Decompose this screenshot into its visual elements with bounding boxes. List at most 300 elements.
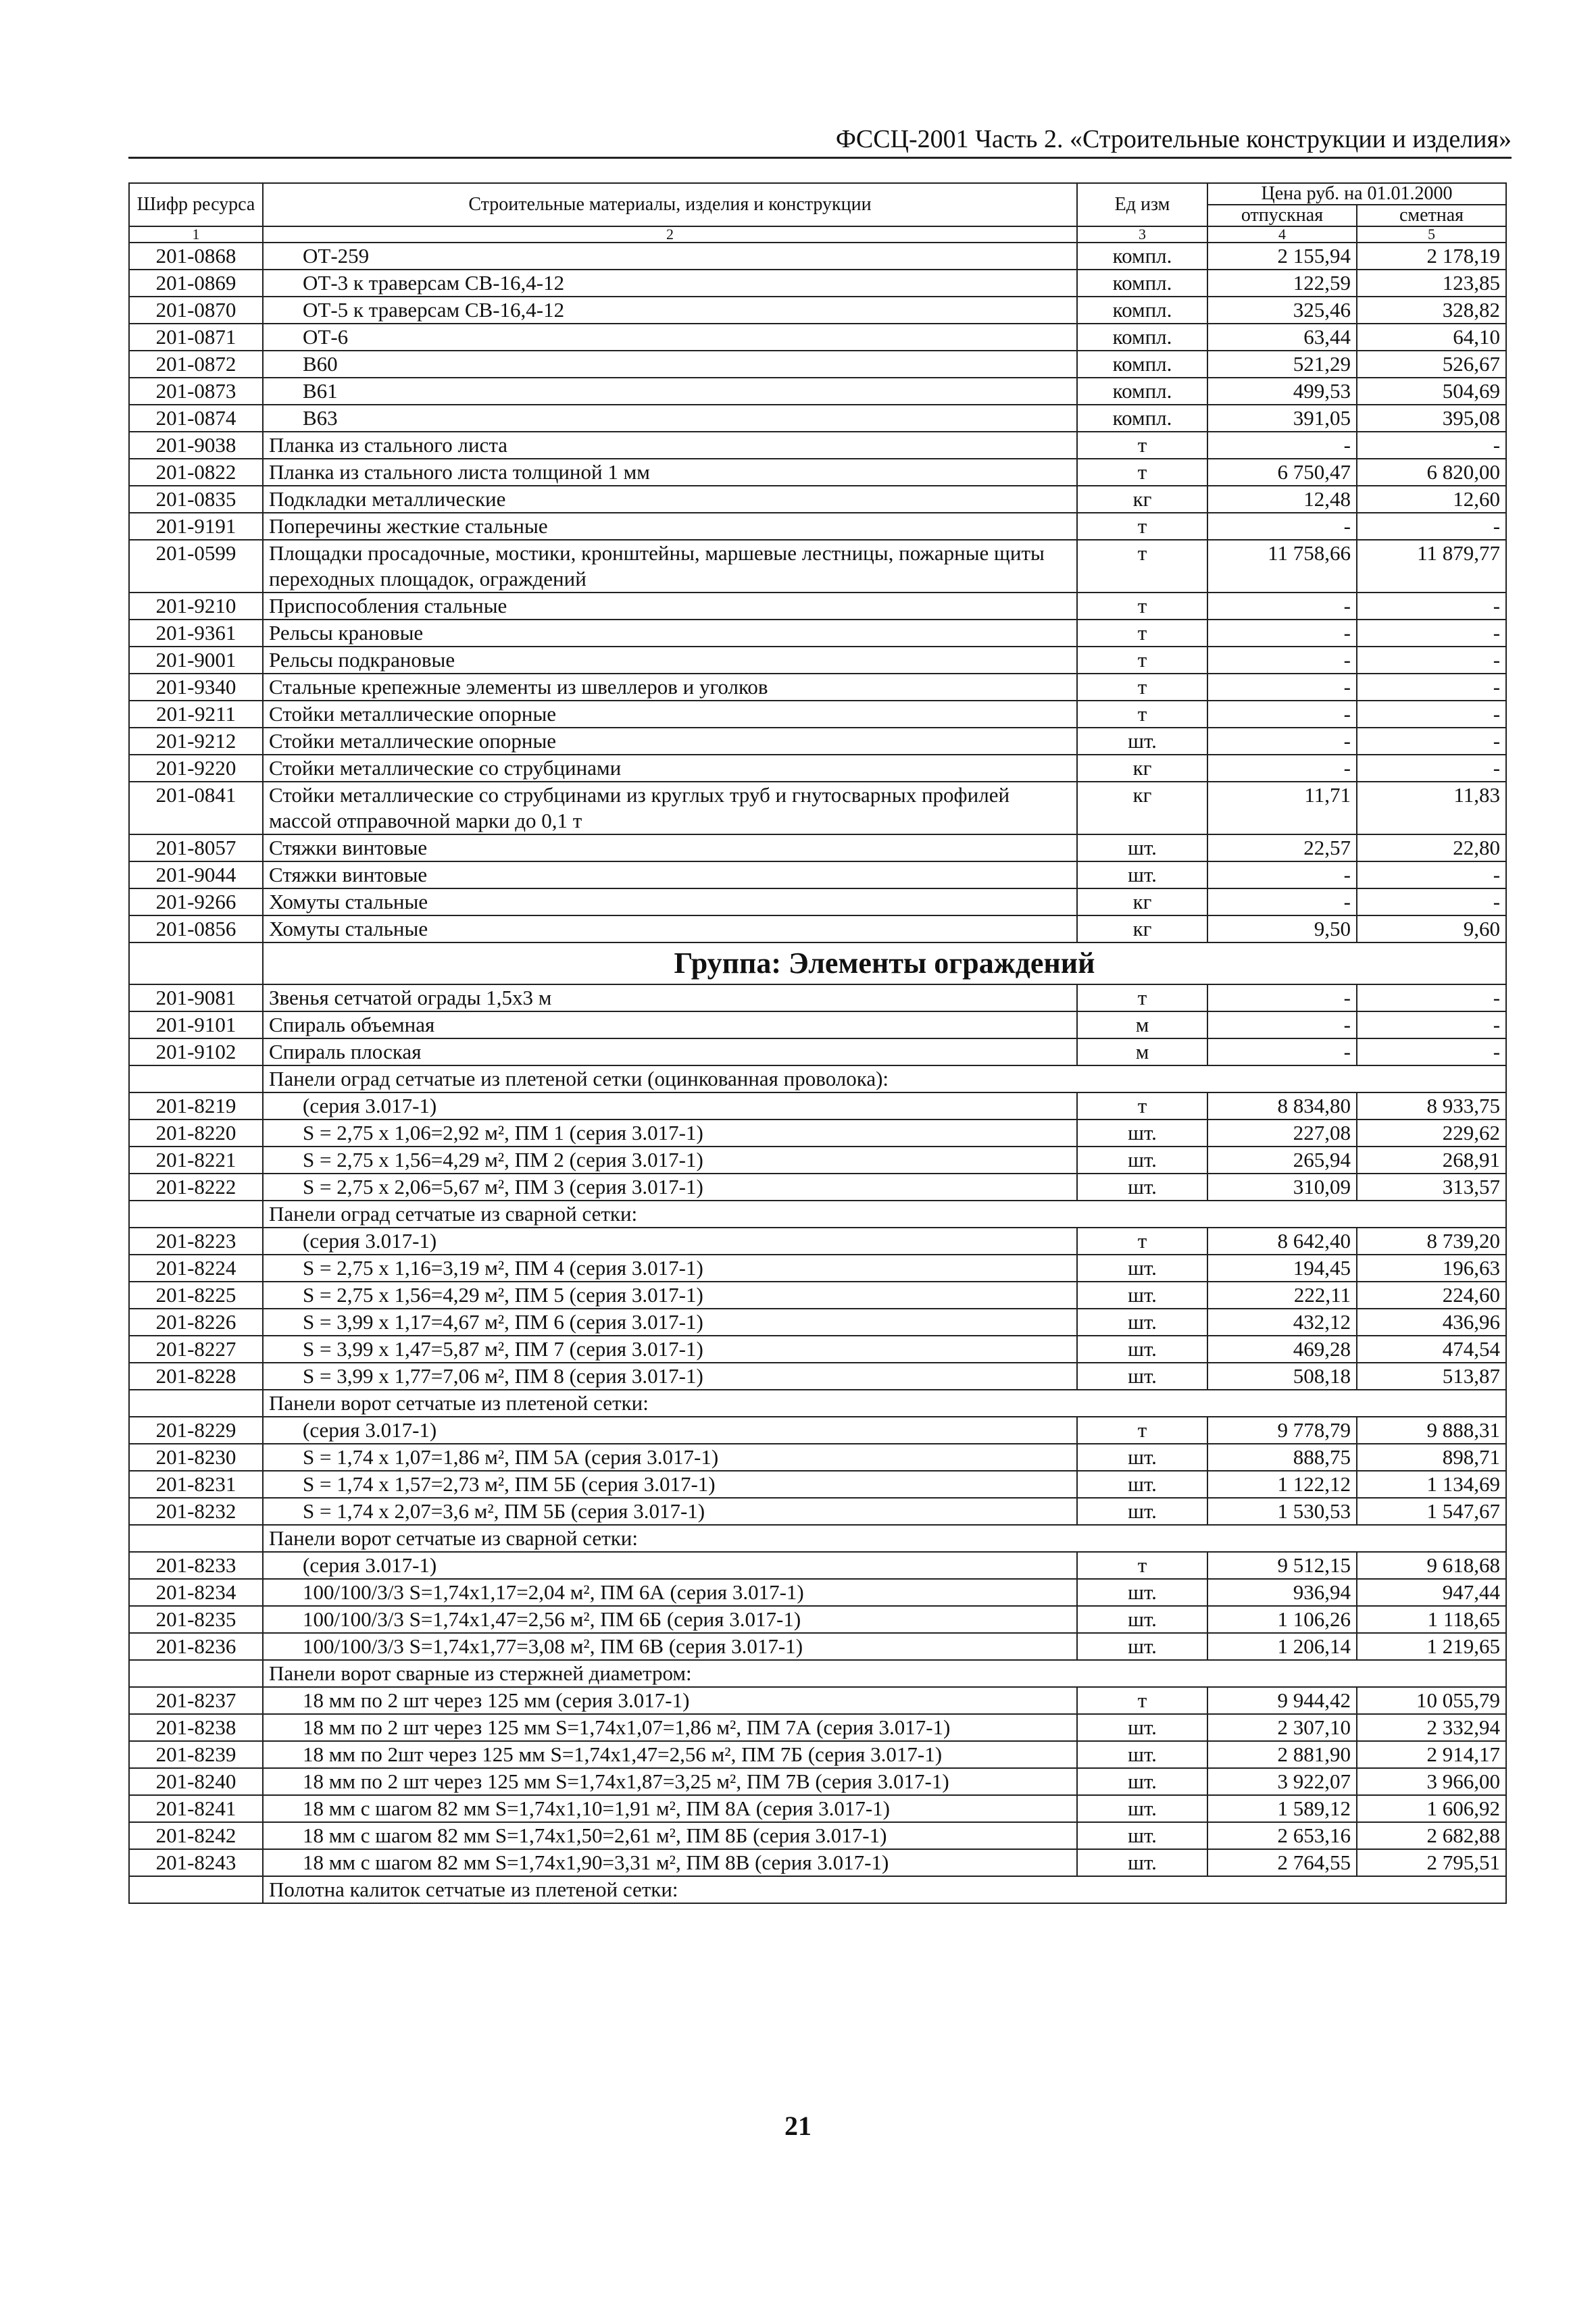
release-price: 1 106,26 [1207, 1606, 1357, 1633]
unit-cell: шт. [1077, 1498, 1207, 1525]
unit-cell: т [1077, 1092, 1207, 1120]
material-name: S = 3,99 х 1,17=4,67 м², ПМ 6 (серия 3.017-1) [263, 1309, 1077, 1336]
estimate-price: - [1357, 647, 1506, 674]
release-price: - [1207, 513, 1357, 540]
resource-code: 201-8238 [129, 1714, 263, 1741]
material-name: Стойки металлические опорные [263, 701, 1077, 728]
release-price: - [1207, 620, 1357, 647]
resource-code: 201-0868 [129, 243, 263, 270]
unit-cell: шт. [1077, 1849, 1207, 1876]
unit-cell: компл. [1077, 405, 1207, 432]
estimate-price: - [1357, 755, 1506, 782]
unit-cell: шт. [1077, 1714, 1207, 1741]
subgroup-row [129, 1660, 1506, 1687]
release-price: 508,18 [1207, 1363, 1357, 1390]
unit-cell: шт. [1077, 1147, 1207, 1174]
estimate-price: 11,83 [1357, 782, 1506, 834]
subgroup-title: Панели ворот сварные из стержней диаметром: [263, 1660, 1506, 1687]
material-name: S = 2,75 х 1,06=2,92 м², ПМ 1 (серия 3.017-1) [263, 1120, 1077, 1147]
table-row [129, 1444, 1506, 1471]
release-price: 469,28 [1207, 1336, 1357, 1363]
resource-code: 201-0835 [129, 486, 263, 513]
resource-code: 201-9361 [129, 620, 263, 647]
release-price: - [1207, 1011, 1357, 1038]
table-row [129, 486, 1506, 513]
estimate-price: - [1357, 984, 1506, 1011]
page-number: 21 [784, 2111, 812, 2141]
unit-cell: компл. [1077, 351, 1207, 378]
unit-cell: т [1077, 459, 1207, 486]
resource-code: 201-8235 [129, 1606, 263, 1633]
table-row [129, 1579, 1506, 1606]
unit-cell: м [1077, 1038, 1207, 1065]
unit-cell: шт. [1077, 1633, 1207, 1660]
material-name: Хомуты стальные [263, 888, 1077, 915]
table-row [129, 915, 1506, 942]
table-row [129, 1147, 1506, 1174]
unit-cell: шт. [1077, 1336, 1207, 1363]
resource-code: 201-8242 [129, 1822, 263, 1849]
unit-cell: шт. [1077, 1444, 1207, 1471]
table-row [129, 674, 1506, 701]
resource-code: 201-8228 [129, 1363, 263, 1390]
resource-code: 201-9191 [129, 513, 263, 540]
unit-cell: т [1077, 620, 1207, 647]
estimate-price: 268,91 [1357, 1147, 1506, 1174]
release-price: - [1207, 432, 1357, 459]
material-name: S = 3,99 х 1,47=5,87 м², ПМ 7 (серия 3.017-1) [263, 1336, 1077, 1363]
resource-code: 201-0870 [129, 297, 263, 324]
estimate-price: 1 219,65 [1357, 1633, 1506, 1660]
unit-cell: кг [1077, 888, 1207, 915]
resource-code: 201-8225 [129, 1282, 263, 1309]
estimate-price: 947,44 [1357, 1579, 1506, 1606]
estimate-price: 11 879,77 [1357, 540, 1506, 593]
table-row [129, 1606, 1506, 1633]
material-name: Стальные крепежные элементы из швеллеров и уголков [263, 674, 1077, 701]
release-price: 310,09 [1207, 1174, 1357, 1201]
table-row [129, 324, 1506, 351]
table-row [129, 1714, 1506, 1741]
table-row [129, 459, 1506, 486]
release-price: 1 589,12 [1207, 1795, 1357, 1822]
estimate-price: 328,82 [1357, 297, 1506, 324]
material-name: (серия 3.017-1) [263, 1417, 1077, 1444]
material-name: Площадки просадочные, мостики, кронштейны, маршевые лестницы, пожарные щиты переходных площадок, ограждений [263, 540, 1077, 593]
table-row [129, 1552, 1506, 1579]
release-price: - [1207, 1038, 1357, 1065]
release-price: 1 530,53 [1207, 1498, 1357, 1525]
release-price: 122,59 [1207, 270, 1357, 297]
release-price: - [1207, 755, 1357, 782]
resource-code: 201-9210 [129, 593, 263, 620]
release-price: - [1207, 674, 1357, 701]
subgroup-empty-cell [129, 1065, 263, 1092]
table-row [129, 270, 1506, 297]
release-price: 2 307,10 [1207, 1714, 1357, 1741]
material-name: Стяжки винтовые [263, 834, 1077, 861]
table-row [129, 1849, 1506, 1876]
table-row [129, 1336, 1506, 1363]
unit-cell: кг [1077, 915, 1207, 942]
estimate-price: 8 739,20 [1357, 1228, 1506, 1255]
estimate-price: 1 606,92 [1357, 1795, 1506, 1822]
release-price: 9 512,15 [1207, 1552, 1357, 1579]
table-row [129, 1309, 1506, 1336]
estimate-price: 526,67 [1357, 351, 1506, 378]
resource-code: 201-9340 [129, 674, 263, 701]
release-price: - [1207, 647, 1357, 674]
release-price: - [1207, 888, 1357, 915]
material-name: Звенья сетчатой ограды 1,5х3 м [263, 984, 1077, 1011]
release-price: 499,53 [1207, 378, 1357, 405]
estimate-price: 898,71 [1357, 1444, 1506, 1471]
resource-code: 201-9101 [129, 1011, 263, 1038]
release-price: 8 642,40 [1207, 1228, 1357, 1255]
material-name: (серия 3.017-1) [263, 1228, 1077, 1255]
unit-cell: шт. [1077, 1282, 1207, 1309]
table-row [129, 1471, 1506, 1498]
estimate-price: 2 795,51 [1357, 1849, 1506, 1876]
estimate-price: 224,60 [1357, 1282, 1506, 1309]
resource-code: 201-8224 [129, 1255, 263, 1282]
material-name: S = 2,75 х 1,56=4,29 м², ПМ 5 (серия 3.017-1) [263, 1282, 1077, 1309]
unit-cell: шт. [1077, 1795, 1207, 1822]
estimate-price: 2 682,88 [1357, 1822, 1506, 1849]
material-name: Спираль плоская [263, 1038, 1077, 1065]
table-row [129, 782, 1506, 834]
subgroup-empty-cell [129, 1876, 263, 1903]
material-name: ОТ-259 [263, 243, 1077, 270]
resource-code: 201-0873 [129, 378, 263, 405]
resource-code: 201-8231 [129, 1471, 263, 1498]
table-row [129, 1741, 1506, 1768]
release-price: 194,45 [1207, 1255, 1357, 1282]
material-name: Стяжки винтовые [263, 861, 1077, 888]
release-price: 2 155,94 [1207, 243, 1357, 270]
table-row [129, 1282, 1506, 1309]
subgroup-title: Панели ворот сетчатые из плетеной сетки: [263, 1390, 1506, 1417]
table-row [129, 593, 1506, 620]
unit-cell: шт. [1077, 1579, 1207, 1606]
table-row [129, 1174, 1506, 1201]
subgroup-empty-cell [129, 1525, 263, 1552]
estimate-price: 1 134,69 [1357, 1471, 1506, 1498]
resource-code: 201-9266 [129, 888, 263, 915]
estimate-price: 474,54 [1357, 1336, 1506, 1363]
material-name: S = 1,74 х 2,07=3,6 м², ПМ 5Б (серия 3.017-1) [263, 1498, 1077, 1525]
unit-cell: компл. [1077, 378, 1207, 405]
estimate-price: - [1357, 861, 1506, 888]
table-row [129, 243, 1506, 270]
resource-code: 201-8232 [129, 1498, 263, 1525]
material-name: Приспособления стальные [263, 593, 1077, 620]
subgroup-title: Панели ворот сетчатые из сварной сетки: [263, 1525, 1506, 1552]
estimate-price: 229,62 [1357, 1120, 1506, 1147]
header-release-price: отпускная [1207, 205, 1357, 226]
release-price: 12,48 [1207, 486, 1357, 513]
table-row [129, 1363, 1506, 1390]
unit-cell: шт. [1077, 1822, 1207, 1849]
unit-cell: компл. [1077, 297, 1207, 324]
unit-cell: т [1077, 1552, 1207, 1579]
material-name: S = 1,74 х 1,57=2,73 м², ПМ 5Б (серия 3.017-1) [263, 1471, 1077, 1498]
unit-cell: т [1077, 540, 1207, 593]
table-row [129, 1633, 1506, 1660]
estimate-price: 22,80 [1357, 834, 1506, 861]
material-name: Планка из стального листа толщиной 1 мм [263, 459, 1077, 486]
resource-code: 201-8237 [129, 1687, 263, 1714]
estimate-price: 313,57 [1357, 1174, 1506, 1201]
unit-cell: т [1077, 513, 1207, 540]
col-number: 3 [1077, 226, 1207, 243]
resource-code: 201-0841 [129, 782, 263, 834]
release-price: - [1207, 701, 1357, 728]
release-price: 391,05 [1207, 405, 1357, 432]
material-name: 18 мм с шагом 82 мм S=1,74х1,90=3,31 м², ПМ 8В (серия 3.017-1) [263, 1849, 1077, 1876]
subgroup-title: Полотна калиток сетчатые из плетеной сетки: [263, 1876, 1506, 1903]
material-name: S = 3,99 х 1,77=7,06 м², ПМ 8 (серия 3.017-1) [263, 1363, 1077, 1390]
resource-code: 201-8227 [129, 1336, 263, 1363]
subgroup-title: Панели оград сетчатые из плетеной сетки (оцинкованная проволока): [263, 1065, 1506, 1092]
material-name: Стойки металлические со струбцинами из круглых труб и гнутосварных профилей массой отправочной марки до 0,1 т [263, 782, 1077, 834]
resource-code: 201-8236 [129, 1633, 263, 1660]
col-number: 4 [1207, 226, 1357, 243]
estimate-price: 504,69 [1357, 378, 1506, 405]
table-row [129, 1092, 1506, 1120]
unit-cell: шт. [1077, 1255, 1207, 1282]
estimate-price: 2 178,19 [1357, 243, 1506, 270]
material-name: В60 [263, 351, 1077, 378]
material-name: S = 2,75 х 2,06=5,67 м², ПМ 3 (серия 3.017-1) [263, 1174, 1077, 1201]
estimate-price: 12,60 [1357, 486, 1506, 513]
resource-code: 201-8223 [129, 1228, 263, 1255]
material-name: Рельсы крановые [263, 620, 1077, 647]
subgroup-title: Панели оград сетчатые из сварной сетки: [263, 1201, 1506, 1228]
unit-cell: шт. [1077, 1768, 1207, 1795]
group-title: Группа: Элементы ограждений [263, 942, 1506, 984]
table-row [129, 1768, 1506, 1795]
resource-code: 201-8240 [129, 1768, 263, 1795]
table-row [129, 701, 1506, 728]
resource-code: 201-8234 [129, 1579, 263, 1606]
resource-code: 201-0871 [129, 324, 263, 351]
material-name: (серия 3.017-1) [263, 1092, 1077, 1120]
header-unit: Ед изм [1077, 183, 1207, 226]
resource-code: 201-9220 [129, 755, 263, 782]
material-name: 18 мм с шагом 82 мм S=1,74х1,10=1,91 м², ПМ 8А (серия 3.017-1) [263, 1795, 1077, 1822]
estimate-price: - [1357, 1038, 1506, 1065]
col-number: 2 [263, 226, 1077, 243]
table-row [129, 1795, 1506, 1822]
release-price: 9 778,79 [1207, 1417, 1357, 1444]
material-name: 100/100/3/3 S=1,74х1,17=2,04 м², ПМ 6А (серия 3.017-1) [263, 1579, 1077, 1606]
material-name: S = 2,75 х 1,56=4,29 м², ПМ 2 (серия 3.017-1) [263, 1147, 1077, 1174]
estimate-price: - [1357, 888, 1506, 915]
estimate-price: 1 547,67 [1357, 1498, 1506, 1525]
estimate-price: 2 914,17 [1357, 1741, 1506, 1768]
material-name: Стойки металлические опорные [263, 728, 1077, 755]
estimate-price: 3 966,00 [1357, 1768, 1506, 1795]
resource-code: 201-8219 [129, 1092, 263, 1120]
resource-code: 201-9044 [129, 861, 263, 888]
table-row [129, 378, 1506, 405]
release-price: 888,75 [1207, 1444, 1357, 1471]
material-name: Подкладки металлические [263, 486, 1077, 513]
group-empty-cell [129, 942, 263, 984]
release-price: 521,29 [1207, 351, 1357, 378]
release-price: 325,46 [1207, 297, 1357, 324]
resource-code: 201-9001 [129, 647, 263, 674]
estimate-price: - [1357, 674, 1506, 701]
resource-code: 201-0856 [129, 915, 263, 942]
resource-code: 201-9212 [129, 728, 263, 755]
resource-code: 201-0822 [129, 459, 263, 486]
release-price: 9 944,42 [1207, 1687, 1357, 1714]
resource-code: 201-0869 [129, 270, 263, 297]
material-name: ОТ-3 к траверсам СВ-16,4-12 [263, 270, 1077, 297]
estimate-price: 8 933,75 [1357, 1092, 1506, 1120]
material-name: ОТ-6 [263, 324, 1077, 351]
estimate-price: - [1357, 432, 1506, 459]
unit-cell: м [1077, 1011, 1207, 1038]
material-name: Стойки металлические со струбцинами [263, 755, 1077, 782]
release-price: 63,44 [1207, 324, 1357, 351]
release-price: 6 750,47 [1207, 459, 1357, 486]
material-name: Хомуты стальные [263, 915, 1077, 942]
release-price: 936,94 [1207, 1579, 1357, 1606]
resource-code: 201-8239 [129, 1741, 263, 1768]
table-row [129, 351, 1506, 378]
resource-code: 201-8229 [129, 1417, 263, 1444]
table-row [129, 1255, 1506, 1282]
subgroup-empty-cell [129, 1660, 263, 1687]
material-name: В61 [263, 378, 1077, 405]
release-price: 2 653,16 [1207, 1822, 1357, 1849]
resource-code: 201-8241 [129, 1795, 263, 1822]
estimate-price: 10 055,79 [1357, 1687, 1506, 1714]
subgroup-row [129, 1876, 1506, 1903]
table-row [129, 984, 1506, 1011]
release-price: 432,12 [1207, 1309, 1357, 1336]
material-name: ОТ-5 к траверсам СВ-16,4-12 [263, 297, 1077, 324]
material-name: (серия 3.017-1) [263, 1552, 1077, 1579]
estimate-price: - [1357, 701, 1506, 728]
release-price: 227,08 [1207, 1120, 1357, 1147]
unit-cell: т [1077, 701, 1207, 728]
resource-code: 201-9081 [129, 984, 263, 1011]
estimate-price: 1 118,65 [1357, 1606, 1506, 1633]
unit-cell: шт. [1077, 1363, 1207, 1390]
table-row [129, 1228, 1506, 1255]
table-row [129, 432, 1506, 459]
resource-code: 201-8057 [129, 834, 263, 861]
estimate-price: 395,08 [1357, 405, 1506, 432]
subgroup-row [129, 1065, 1506, 1092]
estimate-price: - [1357, 728, 1506, 755]
unit-cell: кг [1077, 782, 1207, 834]
table-row [129, 1038, 1506, 1065]
estimate-price: - [1357, 593, 1506, 620]
resource-code: 201-8222 [129, 1174, 263, 1201]
col-number: 5 [1357, 226, 1506, 243]
table-row [129, 1417, 1506, 1444]
subgroup-row [129, 1525, 1506, 1552]
estimate-price: 6 820,00 [1357, 459, 1506, 486]
header-code: Шифр ресурса [129, 183, 263, 226]
table-row [129, 1822, 1506, 1849]
table-row [129, 297, 1506, 324]
table-row [129, 888, 1506, 915]
material-name: S = 1,74 х 1,07=1,86 м², ПМ 5А (серия 3.017-1) [263, 1444, 1077, 1471]
material-name: Рельсы подкрановые [263, 647, 1077, 674]
estimate-price: 9 888,31 [1357, 1417, 1506, 1444]
material-name: 18 мм по 2 шт через 125 мм (серия 3.017-1) [263, 1687, 1077, 1714]
unit-cell: т [1077, 593, 1207, 620]
material-name: В63 [263, 405, 1077, 432]
material-name: 18 мм с шагом 82 мм S=1,74х1,50=2,61 м², ПМ 8Б (серия 3.017-1) [263, 1822, 1077, 1849]
release-price: 8 834,80 [1207, 1092, 1357, 1120]
group-heading-row [129, 942, 1506, 984]
resource-code: 201-8243 [129, 1849, 263, 1876]
release-price: 2 764,55 [1207, 1849, 1357, 1876]
unit-cell: шт. [1077, 1309, 1207, 1336]
release-price: 265,94 [1207, 1147, 1357, 1174]
release-price: - [1207, 728, 1357, 755]
estimate-price: 9 618,68 [1357, 1552, 1506, 1579]
material-name: Поперечины жесткие стальные [263, 513, 1077, 540]
unit-cell: шт. [1077, 1606, 1207, 1633]
estimate-price: 436,96 [1357, 1309, 1506, 1336]
estimate-price: 513,87 [1357, 1363, 1506, 1390]
table-row [129, 1687, 1506, 1714]
estimate-price: 123,85 [1357, 270, 1506, 297]
unit-cell: компл. [1077, 270, 1207, 297]
unit-cell: шт. [1077, 1471, 1207, 1498]
subgroup-empty-cell [129, 1201, 263, 1228]
unit-cell: компл. [1077, 324, 1207, 351]
material-name: 100/100/3/3 S=1,74х1,47=2,56 м², ПМ 6Б (серия 3.017-1) [263, 1606, 1077, 1633]
unit-cell: шт. [1077, 834, 1207, 861]
unit-cell: т [1077, 1687, 1207, 1714]
material-name: 18 мм по 2шт через 125 мм S=1,74х1,47=2,56 м², ПМ 7Б (серия 3.017-1) [263, 1741, 1077, 1768]
release-price: 1 122,12 [1207, 1471, 1357, 1498]
unit-cell: т [1077, 647, 1207, 674]
unit-cell: т [1077, 674, 1207, 701]
release-price: 11 758,66 [1207, 540, 1357, 593]
header-name: Строительные материалы, изделия и конструкции [263, 183, 1077, 226]
estimate-price: - [1357, 513, 1506, 540]
release-price: - [1207, 593, 1357, 620]
release-price: 222,11 [1207, 1282, 1357, 1309]
resource-code: 201-8226 [129, 1309, 263, 1336]
release-price: 3 922,07 [1207, 1768, 1357, 1795]
unit-cell: т [1077, 1228, 1207, 1255]
unit-cell: т [1077, 1417, 1207, 1444]
table-row [129, 513, 1506, 540]
table-row [129, 647, 1506, 674]
col-number: 1 [129, 226, 263, 243]
resource-code: 201-8230 [129, 1444, 263, 1471]
release-price: 22,57 [1207, 834, 1357, 861]
release-price: - [1207, 861, 1357, 888]
unit-cell: кг [1077, 486, 1207, 513]
price-table [128, 182, 1507, 1904]
resource-code: 201-8221 [129, 1147, 263, 1174]
unit-cell: шт. [1077, 1120, 1207, 1147]
resource-code: 201-0599 [129, 540, 263, 593]
table-row [129, 755, 1506, 782]
